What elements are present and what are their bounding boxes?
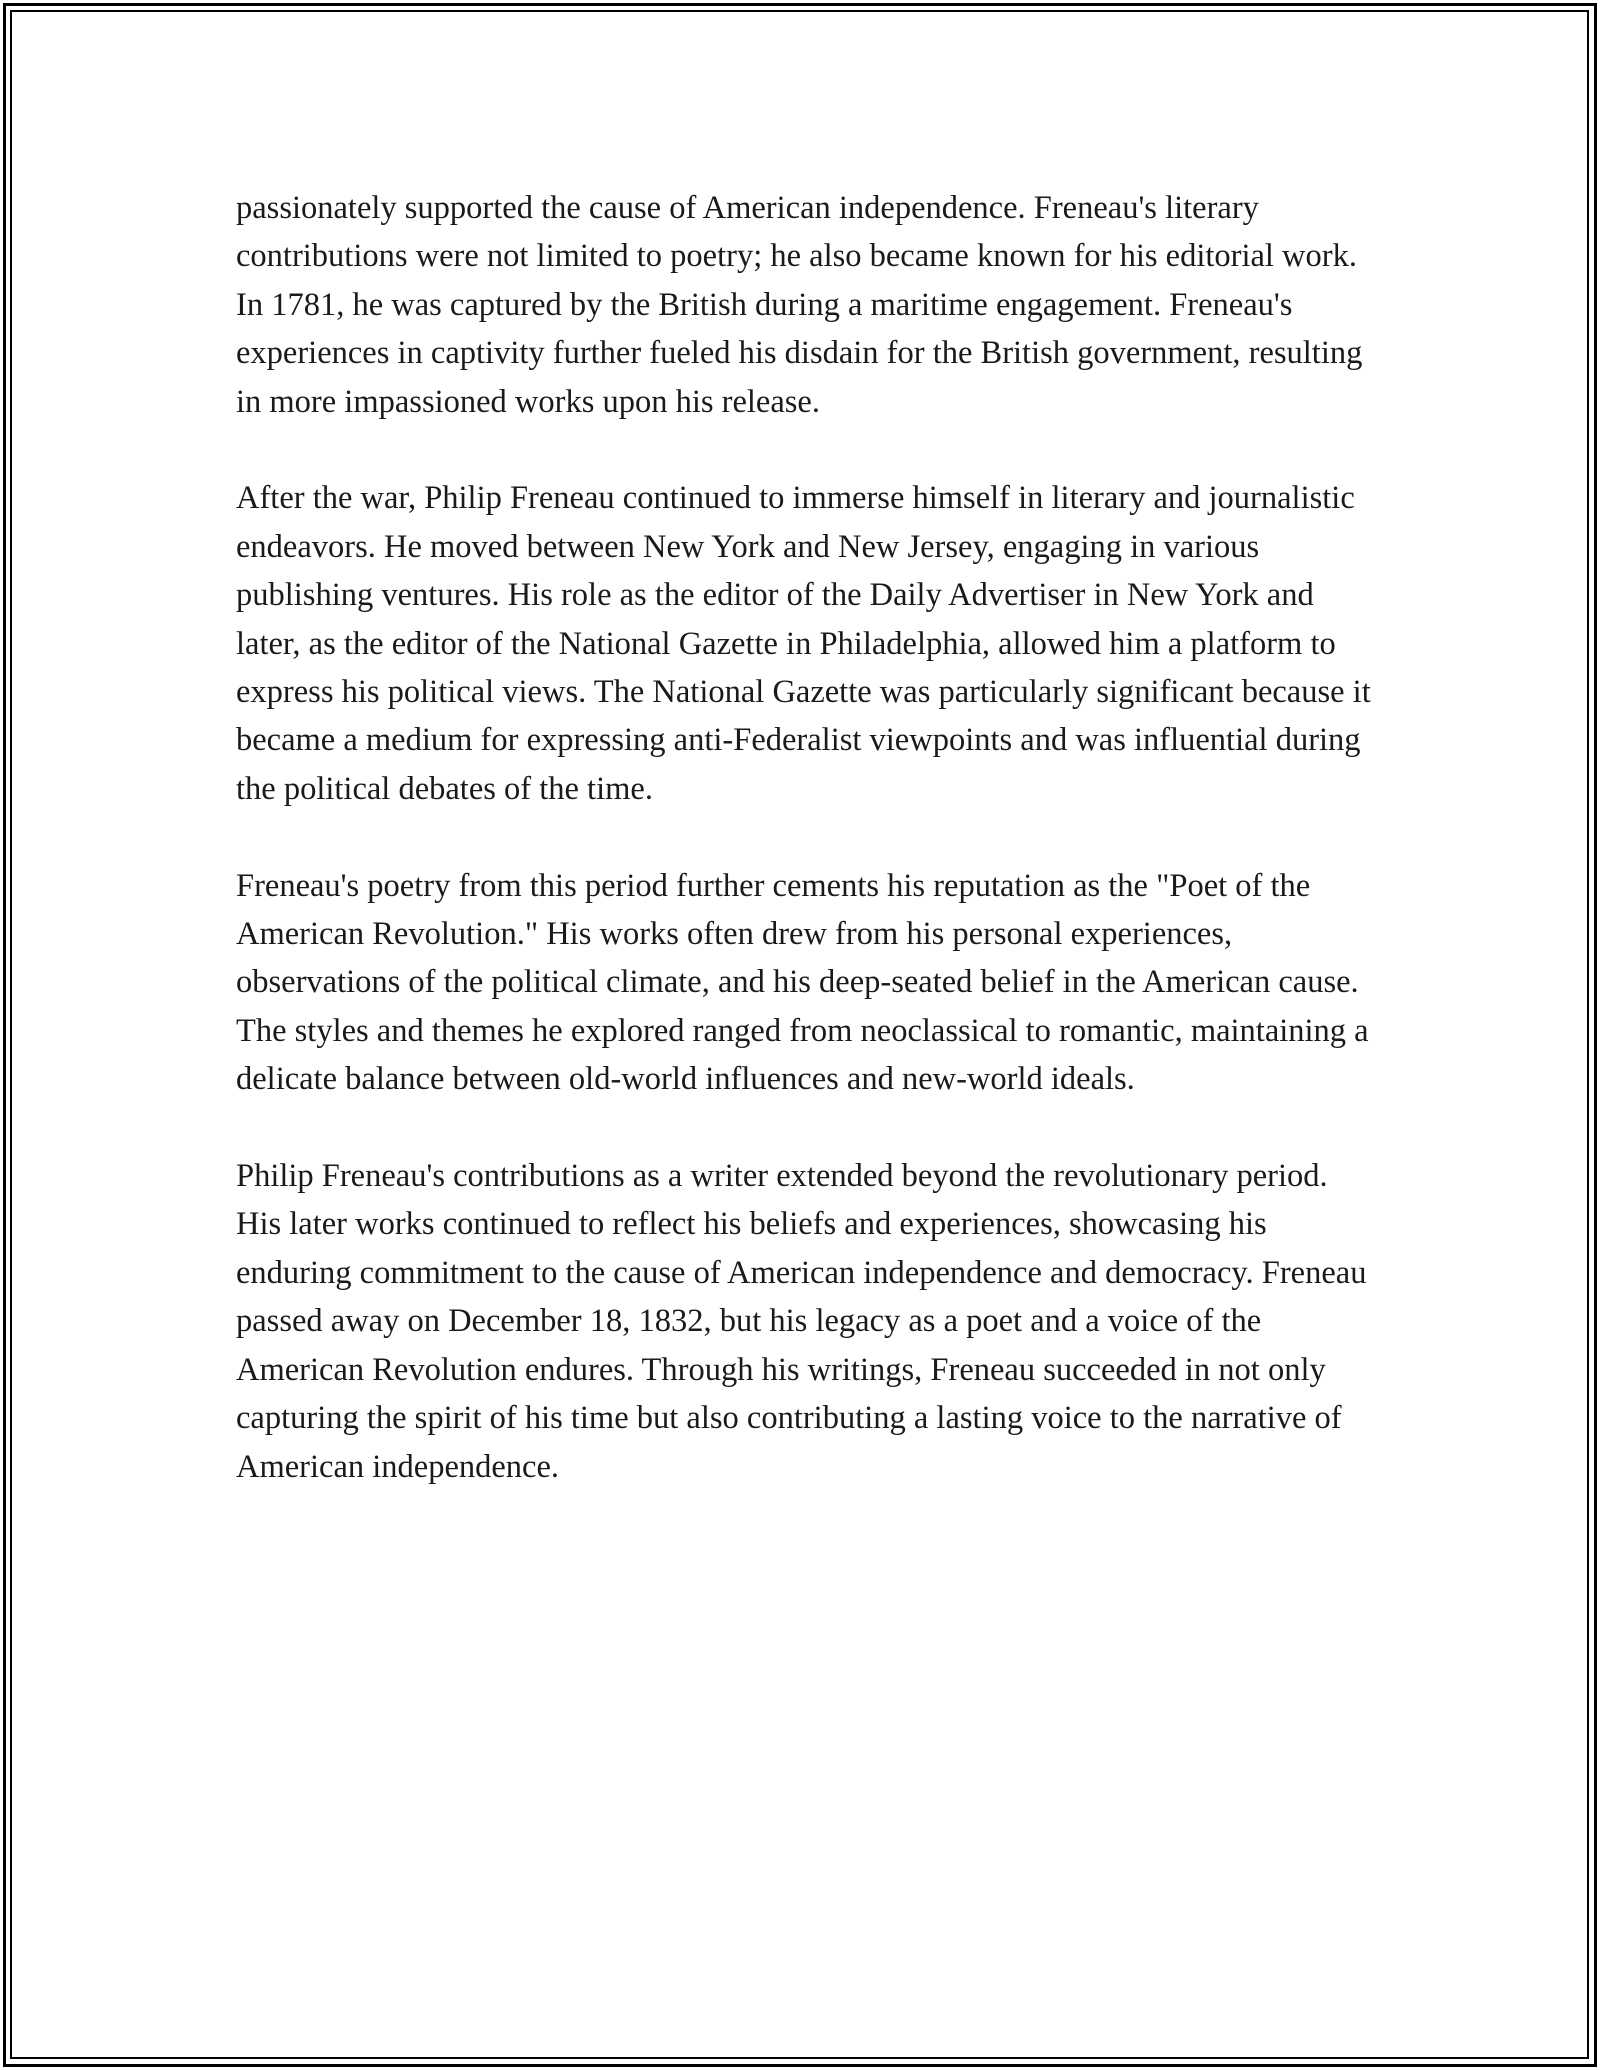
paragraph-4: Philip Freneau's contributions as a writer extended beyond the revolutionary period. His later works continued to reflect his beliefs and experiences, showcasing his enduring commitment to the cause of American independence and democracy. Freneau passed away on December 18, 1832, but his legacy as a poet and a voice of the American Revolution endures. Through his writings, Freneau succeeded in not only capturing the spirit of his time but also contributing a lasting voice to the narrative of American independence. [236,1158,1367,1485]
document-body [236,184,1376,1539]
paragraph-1: passionately supported the cause of American independence. Freneau's literary contributions were not limited to poetry; he also became known for his editorial work. In 1781, he was captured by the British during a maritime engagement. Freneau's experiences in captivity further fueled his disdain for the British government, resulting in more impassioned works upon his release. [236,190,1363,420]
paragraph-3: Freneau's poetry from this period further cements his reputation as the "Poet of the American Revolution." His works often drew from his personal experiences, observations of the political climate, and his deep-seated belief in the American cause. The styles and themes he explored ranged from neoclassical to romantic, maintaining a delicate balance between old-world influences and new-world ideals. [236,867,1369,1098]
paragraph-2: After the war, Philip Freneau continued to immerse himself in literary and journalistic endeavors. He moved between New York and New Jersey, engaging in various publishing ventures. His role as the editor of the Daily Advertiser in New York and later, as the editor of the National Gazette in Philadelphia, allowed him a platform to express his political views. The National Gazette was particularly significant because it became a medium for expressing anti-Federalist viewpoints and was influential during the political debates of the time. [236,480,1371,807]
